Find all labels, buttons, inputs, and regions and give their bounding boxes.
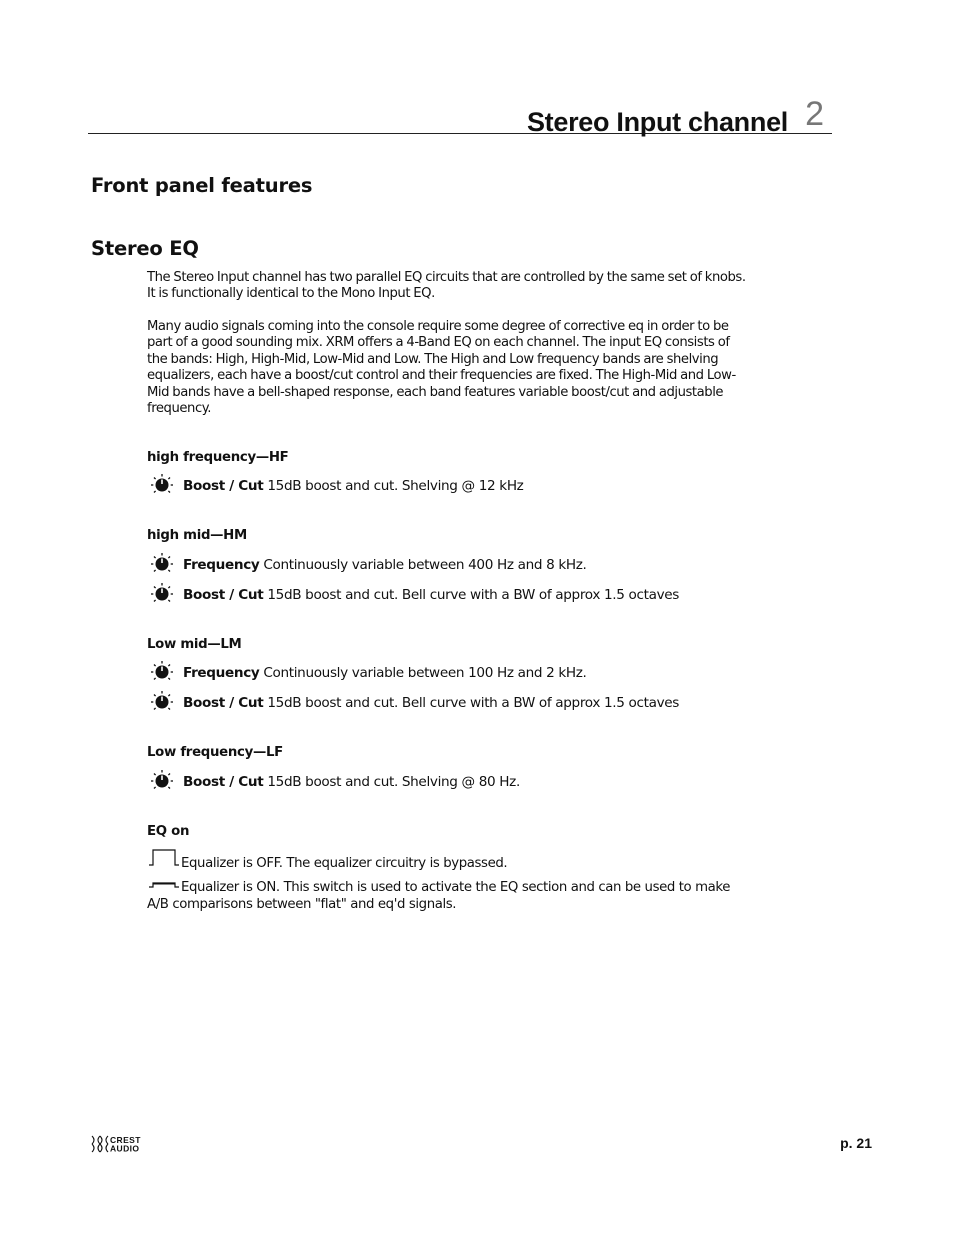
knob-icon xyxy=(148,552,176,576)
logo-line-2: AUDIO xyxy=(110,1143,140,1154)
eq-on-text: Equalizer is ON. This switch is used to activate the EQ section and can be used to make A/B comparisons between "flat" and eq'd signals. xyxy=(147,880,731,912)
control-description: 15dB boost and cut. Bell curve with a BW of approx 1.5 octaves xyxy=(267,695,680,711)
eq-off-text: Equalizer is OFF. The equalizer circuitry is bypassed. xyxy=(181,856,508,871)
chapter-title: Stereo Input channel xyxy=(526,107,788,137)
control-description: 15dB boost and cut. Shelving @ 12 kHz xyxy=(267,478,524,494)
switch-down-icon xyxy=(147,877,181,896)
control-name: Frequency xyxy=(183,665,260,681)
control-name: Boost / Cut xyxy=(183,774,264,790)
band-title-lf: Low frequency—LF xyxy=(147,745,283,760)
control-name: Boost / Cut xyxy=(183,695,264,711)
knob-icon xyxy=(148,769,176,793)
band-title-hm: high mid—HM xyxy=(147,528,247,543)
knob-icon xyxy=(148,582,176,606)
logo-line-1: CREST xyxy=(110,1135,141,1145)
intro-paragraph-2: Many audio signals coming into the console require some degree of corrective eq in order to be part of a good sounding mix. XRM offers a 4-Band EQ on each channel. The input EQ consists of the bands: High, High-Mid, Low-Mid and Low. The High and Low frequency bands are shelving equalizers, each have a boost/cut control and their frequencies are fixed. The High-Mid and Low-Mid bands have a bell-shaped response, each band features variable boost/cut and adjustable frequency. xyxy=(147,319,736,417)
control-description: Continuously variable between 100 Hz and 2 kHz. xyxy=(263,665,587,681)
knob-icon xyxy=(148,690,176,714)
eq-off-line xyxy=(147,847,753,872)
chapter-number: 2 xyxy=(805,95,824,133)
control-description: 15dB boost and cut. Bell curve with a BW of approx 1.5 octaves xyxy=(267,587,680,603)
page-number: p. 21 xyxy=(840,1135,872,1151)
knob-icon xyxy=(148,660,176,684)
control-name: Boost / Cut xyxy=(183,478,264,494)
switch-up-icon xyxy=(147,847,181,872)
control-name: Boost / Cut xyxy=(183,587,264,603)
eq-on-line xyxy=(147,877,753,913)
section-title-stereo-eq: Stereo EQ xyxy=(91,237,199,260)
control-description: 15dB boost and cut. Shelving @ 80 Hz. xyxy=(267,774,520,790)
section-title-front-panel: Front panel features xyxy=(91,174,313,197)
crest-audio-logo xyxy=(90,1134,150,1154)
eq-on-title: EQ on xyxy=(147,824,190,839)
intro-paragraph-1: The Stereo Input channel has two parallel EQ circuits that are controlled by the same set of knobs. It is functionally identical to the Mono Input EQ. xyxy=(147,270,746,302)
control-name: Frequency xyxy=(183,557,260,573)
band-title-lm: Low mid—LM xyxy=(147,637,242,652)
knob-icon xyxy=(148,473,176,497)
band-title-hf: high frequency—HF xyxy=(147,450,289,465)
control-description: Continuously variable between 400 Hz and 8 kHz. xyxy=(263,557,587,573)
chapter-header xyxy=(88,95,832,137)
